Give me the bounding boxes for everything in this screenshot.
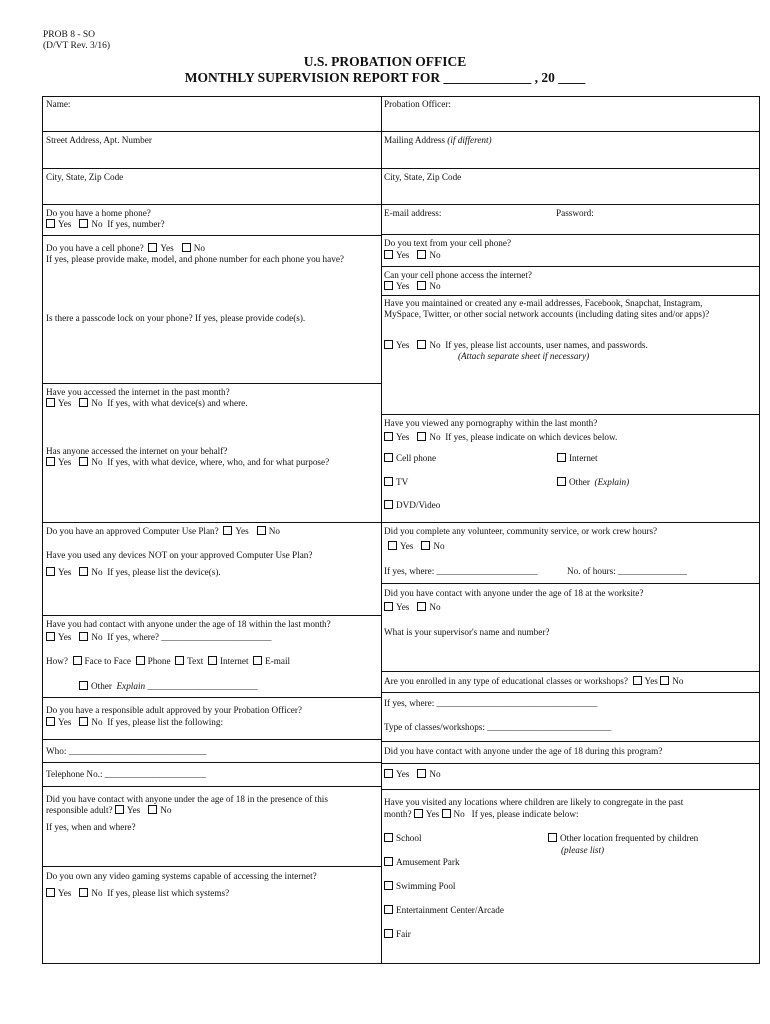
no-label: No	[429, 250, 441, 260]
children-no-checkbox[interactable]	[442, 809, 451, 818]
how-row	[46, 656, 290, 667]
volunteer-yes-checkbox[interactable]	[388, 541, 397, 550]
yes-label: Yes	[396, 250, 410, 260]
form-title: U.S. PROBATION OFFICE	[303, 54, 467, 69]
children-question-end: month?	[384, 809, 412, 819]
no-label: No	[91, 632, 103, 642]
yes-label: Yes	[644, 676, 658, 686]
location-other-row	[548, 833, 698, 844]
minor-question: Have you had contact with anyone under the age of 18 within the last month?	[46, 619, 331, 629]
how-email-label: E-mail	[265, 656, 291, 666]
cup-question: Do you have an approved Computer Use Plan?	[46, 526, 219, 536]
mailing-label-row	[384, 135, 492, 146]
name-label: Name:	[46, 99, 71, 109]
classes-no-checkbox[interactable]	[660, 676, 669, 685]
device-other-checkbox[interactable]	[557, 477, 566, 486]
porn-no-checkbox[interactable]	[417, 432, 426, 441]
no-label: No	[453, 809, 465, 819]
program-no-checkbox[interactable]	[417, 769, 426, 778]
home-phone-answer	[46, 219, 165, 230]
yes-label: Yes	[58, 219, 72, 229]
location-pool-checkbox[interactable]	[384, 881, 393, 890]
cup-no-checkbox[interactable]	[257, 526, 266, 535]
location-arcade-checkbox[interactable]	[384, 905, 393, 914]
classes-where-field[interactable]: If yes, where: ___________________________________	[384, 698, 598, 708]
presence-question: Did you have contact with anyone under the age of 18 in the presence of this	[46, 794, 328, 804]
home-phone-question: Do you have a home phone?	[46, 208, 151, 218]
children-answer	[384, 809, 579, 820]
row-divider	[42, 786, 382, 787]
cell-phone-question: Do you have a cell phone?	[46, 243, 144, 253]
presence-yes-checkbox[interactable]	[115, 805, 124, 814]
cell-phone-follow: If yes, please provide make, model, and phone number for each phone you have?	[46, 254, 344, 264]
device-tv-label: TV	[396, 477, 409, 487]
yes-label: Yes	[126, 805, 141, 815]
social-question: Have you maintained or created any e-mail addresses, Facebook, Snapchat, Instagram, MySpace, Twitter, or other social network accounts (including dating sites and/or apps)?	[384, 298, 710, 319]
yes-label: Yes	[396, 432, 410, 442]
no-label: No	[193, 243, 205, 253]
text-yes-checkbox[interactable]	[384, 250, 393, 259]
no-label: No	[429, 340, 441, 350]
volunteer-no-checkbox[interactable]	[421, 541, 430, 550]
email-label: E-mail address:	[384, 208, 442, 218]
worksite-no-checkbox[interactable]	[417, 602, 426, 611]
how-other-label: Other	[91, 681, 112, 691]
device-dvd-row	[384, 500, 440, 511]
cell-internet-answer	[384, 281, 441, 292]
text-answer	[384, 250, 441, 261]
cell-internet-question: Can your cell phone access the internet?	[384, 270, 532, 280]
location-other-note-text: (please list)	[561, 845, 605, 855]
minor-answer	[46, 632, 272, 643]
text-no-checkbox[interactable]	[417, 250, 426, 259]
children-yes-checkbox[interactable]	[414, 809, 423, 818]
how-other-explain: Explain	[116, 681, 146, 691]
presence-answer	[46, 805, 172, 816]
internet-answer	[46, 398, 248, 409]
device-tv-row	[384, 477, 408, 488]
yes-label: Yes	[58, 632, 72, 642]
cell-phone-no-checkbox[interactable]	[182, 243, 191, 252]
children-follow: If yes, please indicate below:	[471, 809, 579, 819]
program-yes-checkbox[interactable]	[384, 769, 393, 778]
devices-answer	[46, 567, 221, 578]
row-divider	[381, 583, 759, 584]
device-cell-checkbox[interactable]	[384, 453, 393, 462]
porn-yes-checkbox[interactable]	[384, 432, 393, 441]
location-school-checkbox[interactable]	[384, 833, 393, 842]
cup-row	[46, 526, 280, 537]
yes-label: Yes	[58, 717, 72, 727]
yes-label: Yes	[58, 398, 72, 408]
no-label: No	[91, 219, 103, 229]
how-text-label: Text	[187, 656, 204, 666]
home-phone-no-checkbox[interactable]	[79, 219, 88, 228]
cup-yes-checkbox[interactable]	[223, 526, 232, 535]
minor-where-field[interactable]: If yes, where? ________________________	[107, 632, 272, 642]
adult-no-checkbox[interactable]	[79, 717, 88, 726]
internet-no-checkbox[interactable]	[79, 398, 88, 407]
row-divider	[381, 789, 759, 790]
how-internet-checkbox[interactable]	[208, 656, 217, 665]
row-divider	[42, 522, 759, 523]
no-label: No	[429, 432, 441, 442]
device-other-row	[557, 477, 629, 488]
attach-note-text: (Attach separate sheet if necessary)	[458, 351, 590, 361]
no-label: No	[91, 888, 103, 898]
social-no-checkbox[interactable]	[417, 340, 426, 349]
adult-question: Do you have a responsible adult approved by your Probation Officer?	[46, 705, 302, 715]
row-divider	[42, 383, 382, 384]
porn-question: Have you viewed any pornography within the last month?	[384, 418, 598, 428]
behalf-follow: If yes, with what device, where, who, and for what purpose?	[107, 457, 330, 467]
form-revision: (D/VT Rev. 3/16)	[43, 41, 111, 51]
home-phone-yes-checkbox[interactable]	[46, 219, 55, 228]
how-other-row	[79, 681, 258, 692]
no-label: No	[672, 676, 684, 686]
behalf-no-checkbox[interactable]	[79, 457, 88, 466]
classes-type-field[interactable]: Type of classes/workshops: ___________________________	[384, 722, 612, 732]
row-divider	[42, 866, 382, 867]
telephone-field[interactable]: Telephone No.: ______________________	[46, 769, 206, 779]
classes-row	[384, 676, 683, 687]
cell-internet-no-checkbox[interactable]	[417, 281, 426, 290]
row-divider	[42, 235, 382, 236]
row-divider	[381, 234, 759, 235]
when-where-label: If yes, when and where?	[46, 822, 136, 832]
mailing-label: Mailing Address	[384, 135, 445, 145]
how-other-field[interactable]: ________________________	[147, 681, 258, 691]
devices-no-checkbox[interactable]	[79, 567, 88, 576]
cell-phone-question-row	[46, 243, 205, 254]
no-label: No	[91, 567, 103, 577]
mailing-note: (if different)	[447, 135, 492, 145]
gaming-no-checkbox[interactable]	[79, 888, 88, 897]
volunteer-question: Did you complete any volunteer, community service, or work crew hours?	[384, 526, 658, 536]
internet-yes-checkbox[interactable]	[46, 398, 55, 407]
devices-yes-checkbox[interactable]	[46, 567, 55, 576]
volunteer-answer	[388, 541, 445, 552]
yes-label: Yes	[58, 457, 72, 467]
location-amusement-row	[384, 857, 460, 868]
yes-label: Yes	[400, 541, 414, 551]
porn-answer	[384, 432, 617, 443]
row-divider	[381, 266, 759, 267]
porn-follow: If yes, please indicate on which devices below.	[445, 432, 618, 442]
row-divider	[42, 615, 382, 616]
attach-note	[458, 351, 589, 362]
cell-internet-yes-checkbox[interactable]	[384, 281, 393, 290]
how-face-label: Face to Face	[84, 656, 131, 666]
device-tv-checkbox[interactable]	[384, 477, 393, 486]
behalf-yes-checkbox[interactable]	[46, 457, 55, 466]
how-internet-label: Internet	[219, 656, 249, 666]
location-fair-row	[384, 929, 411, 940]
minor-no-checkbox[interactable]	[79, 632, 88, 641]
street-label: Street Address, Apt. Number	[46, 135, 152, 145]
location-arcade-label: Entertainment Center/Arcade	[396, 905, 504, 915]
minor-yes-checkbox[interactable]	[46, 632, 55, 641]
row-divider	[381, 295, 759, 296]
row-divider	[42, 168, 759, 169]
yes-label: Yes	[396, 281, 410, 291]
internet-question: Have you accessed the internet in the past month?	[46, 387, 230, 397]
location-other-note	[561, 845, 604, 856]
passcode-question: Is there a passcode lock on your phone? If yes, please provide code(s).	[46, 313, 306, 323]
who-field[interactable]: Who: ______________________________	[46, 746, 207, 756]
row-divider	[381, 671, 759, 672]
location-pool-label: Swimming Pool	[396, 881, 456, 891]
behalf-question: Has anyone accessed the internet on your behalf?	[46, 446, 228, 456]
how-text-checkbox[interactable]	[175, 656, 184, 665]
text-question: Do you text from your cell phone?	[384, 238, 512, 248]
how-phone-label: Phone	[147, 656, 171, 666]
classes-yes-checkbox[interactable]	[633, 676, 642, 685]
devices-question: Have you used any devices NOT on your approved Computer Use Plan?	[46, 550, 313, 560]
location-fair-label: Fair	[396, 929, 411, 939]
how-label: How?	[46, 656, 68, 666]
presence-question-end: responsible adult?	[46, 805, 113, 815]
row-divider	[42, 739, 382, 740]
classes-question: Are you enrolled in any type of educational classes or workshops?	[384, 676, 628, 686]
volunteer-where-field[interactable]: If yes, where: ______________________	[384, 566, 538, 576]
social-follow: If yes, please list accounts, user names, and passwords.	[445, 340, 648, 350]
device-dvd-label: DVD/Video	[396, 500, 441, 510]
device-internet-row	[557, 453, 598, 464]
location-other-checkbox[interactable]	[548, 833, 557, 842]
location-school-label: School	[396, 833, 422, 843]
location-arcade-row	[384, 905, 504, 916]
yes-label: Yes	[58, 567, 72, 577]
no-label: No	[91, 398, 103, 408]
row-divider	[42, 131, 759, 132]
location-school-row	[384, 833, 422, 844]
device-cell-label: Cell phone	[396, 453, 437, 463]
no-label: No	[429, 281, 441, 291]
adult-answer	[46, 717, 223, 728]
gaming-follow: If yes, please list which systems?	[107, 888, 230, 898]
adult-yes-checkbox[interactable]	[46, 717, 55, 726]
location-pool-row	[384, 881, 455, 892]
column-divider	[381, 96, 382, 963]
no-label: No	[429, 769, 441, 779]
program-answer	[384, 769, 441, 780]
officer-label: Probation Officer:	[384, 99, 451, 109]
row-divider	[381, 414, 759, 415]
form-subtitle: MONTHLY SUPERVISION REPORT FOR _____________ , 20 ____	[184, 70, 586, 85]
children-question: Have you visited any locations where children are likely to congregate in the past	[384, 797, 684, 807]
location-other-label: Other location frequented by children	[560, 833, 699, 843]
form-code: PROB 8 - SO	[43, 30, 95, 40]
row-divider	[42, 762, 382, 763]
no-label: No	[433, 541, 445, 551]
row-divider	[42, 204, 759, 205]
yes-label: Yes	[235, 526, 249, 536]
how-face-checkbox[interactable]	[73, 656, 82, 665]
behalf-answer	[46, 457, 329, 468]
row-divider	[381, 692, 759, 693]
city-label: City, State, Zip Code	[46, 172, 124, 182]
social-answer	[384, 340, 648, 351]
no-label: No	[91, 457, 103, 467]
device-other-explain: (Explain)	[594, 477, 630, 487]
no-label: No	[429, 602, 441, 612]
program-question: Did you have contact with anyone under the age of 18 during this program?	[384, 746, 663, 756]
home-phone-follow: If yes, number?	[107, 219, 165, 229]
yes-label: Yes	[160, 243, 174, 253]
worksite-yes-checkbox[interactable]	[384, 602, 393, 611]
password-label: Password:	[556, 208, 594, 218]
how-email-checkbox[interactable]	[253, 656, 262, 665]
device-other-label: Other	[569, 477, 590, 487]
supervisor-question: What is your supervisor's name and number?	[384, 627, 550, 637]
no-label: No	[160, 805, 172, 815]
worksite-answer	[384, 602, 441, 613]
how-other-checkbox[interactable]	[79, 681, 88, 690]
social-yes-checkbox[interactable]	[384, 340, 393, 349]
location-amusement-label: Amusement Park	[396, 857, 460, 867]
device-internet-checkbox[interactable]	[557, 453, 566, 462]
volunteer-hours-field[interactable]: No. of hours: _______________	[567, 566, 687, 576]
worksite-question: Did you have contact with anyone under the age of 18 at the worksite?	[384, 588, 644, 598]
gaming-yes-checkbox[interactable]	[46, 888, 55, 897]
gaming-question: Do you own any video gaming systems capable of accessing the internet?	[46, 871, 317, 881]
yes-label: Yes	[396, 340, 410, 350]
row-divider	[381, 763, 759, 764]
internet-follow: If yes, with what device(s) and where.	[107, 398, 248, 408]
no-label: No	[268, 526, 280, 536]
devices-follow: If yes, please list the device(s).	[107, 567, 221, 577]
yes-label: Yes	[425, 809, 440, 819]
presence-no-checkbox[interactable]	[148, 805, 157, 814]
device-internet-label: Internet	[569, 453, 598, 463]
yes-label: Yes	[58, 888, 72, 898]
location-fair-checkbox[interactable]	[384, 929, 393, 938]
city-label-right: City, State, Zip Code	[384, 172, 462, 182]
yes-label: Yes	[396, 769, 410, 779]
how-phone-checkbox[interactable]	[136, 656, 145, 665]
row-divider	[381, 741, 759, 742]
gaming-answer	[46, 888, 229, 899]
adult-follow: If yes, please list the following:	[107, 717, 224, 727]
device-dvd-checkbox[interactable]	[384, 500, 393, 509]
yes-label: Yes	[396, 602, 410, 612]
device-cell-row	[384, 453, 436, 464]
no-label: No	[91, 717, 103, 727]
cell-phone-yes-checkbox[interactable]	[148, 243, 157, 252]
location-amusement-checkbox[interactable]	[384, 857, 393, 866]
row-divider	[42, 697, 382, 698]
